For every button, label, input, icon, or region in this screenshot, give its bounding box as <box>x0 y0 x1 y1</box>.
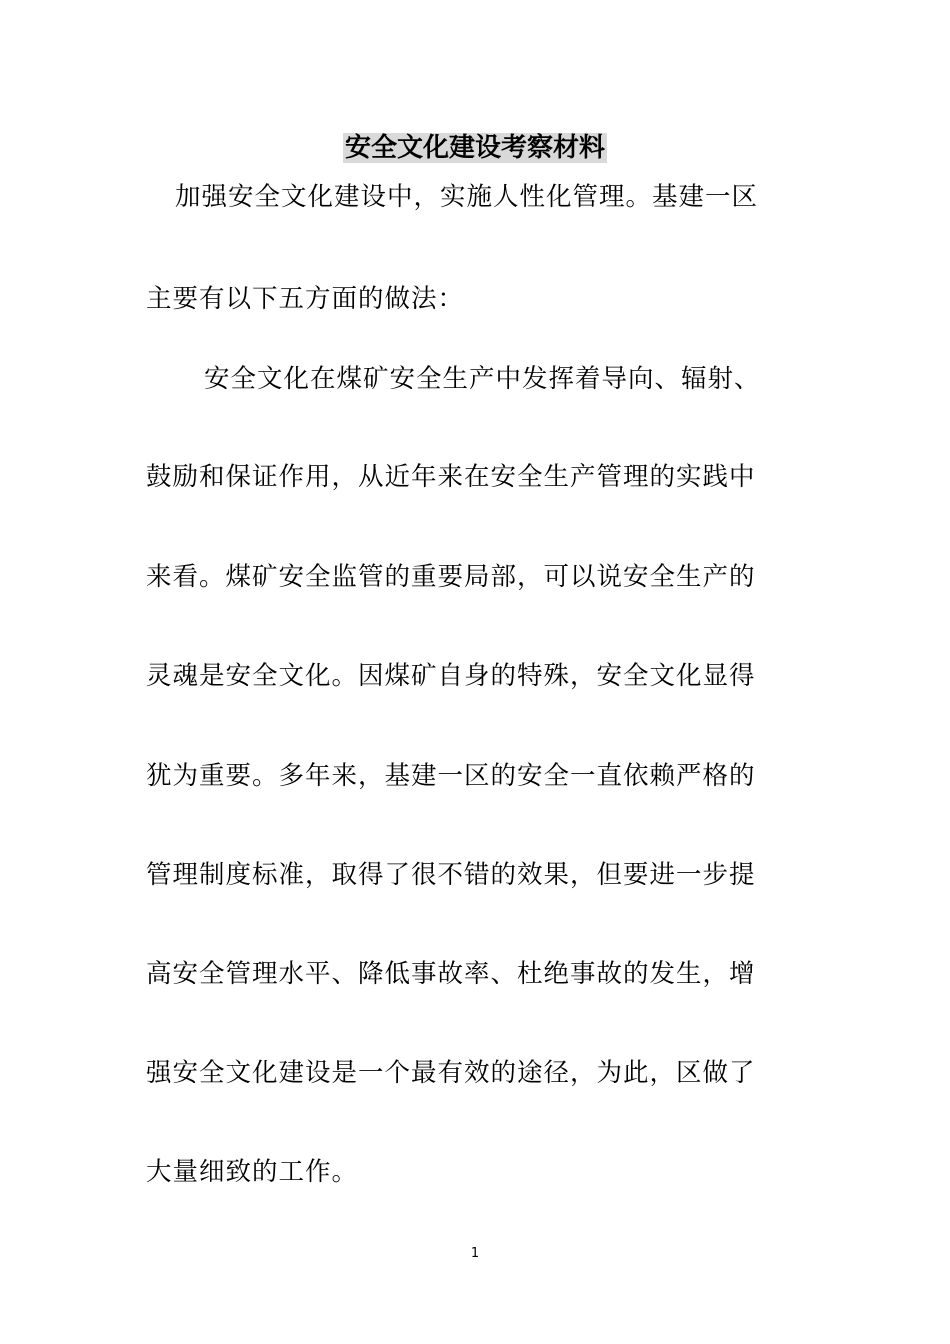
paragraph-line: 管理制度标准，取得了很不错的效果，但要进一步提 <box>146 860 756 890</box>
document-title-text: 安全文化建设考察材料 <box>344 133 605 163</box>
paragraph-line: 大量细致的工作。 <box>146 1157 359 1187</box>
paragraph-line: 鼓励和保证作用，从近年来在安全生产管理的实践中 <box>146 462 756 492</box>
paragraph-line: 主要有以下五方面的做法： <box>146 284 465 314</box>
paragraph-line: 来看。煤矿安全监管的重要局部，可以说安全生产的 <box>146 562 756 592</box>
paragraph-line: 安全文化在煤矿安全生产中发挥着导向、辐射、 <box>204 364 761 394</box>
document-title <box>0 126 950 170</box>
paragraph-line: 高安全管理水平、降低事故率、杜绝事故的发生，增 <box>146 959 756 989</box>
page-number: 1 <box>470 1246 480 1261</box>
paragraph-line: 灵魂是安全文化。因煤矿自身的特殊，安全文化显得 <box>146 661 756 691</box>
paragraph-line: 犹为重要。多年来，基建一区的安全一直依赖严格的 <box>146 761 756 791</box>
paragraph-line: 加强安全文化建设中，实施人性化管理。基建一区 <box>175 182 759 212</box>
paragraph-line: 强安全文化建设是一个最有效的途径，为此，区做了 <box>146 1058 756 1088</box>
